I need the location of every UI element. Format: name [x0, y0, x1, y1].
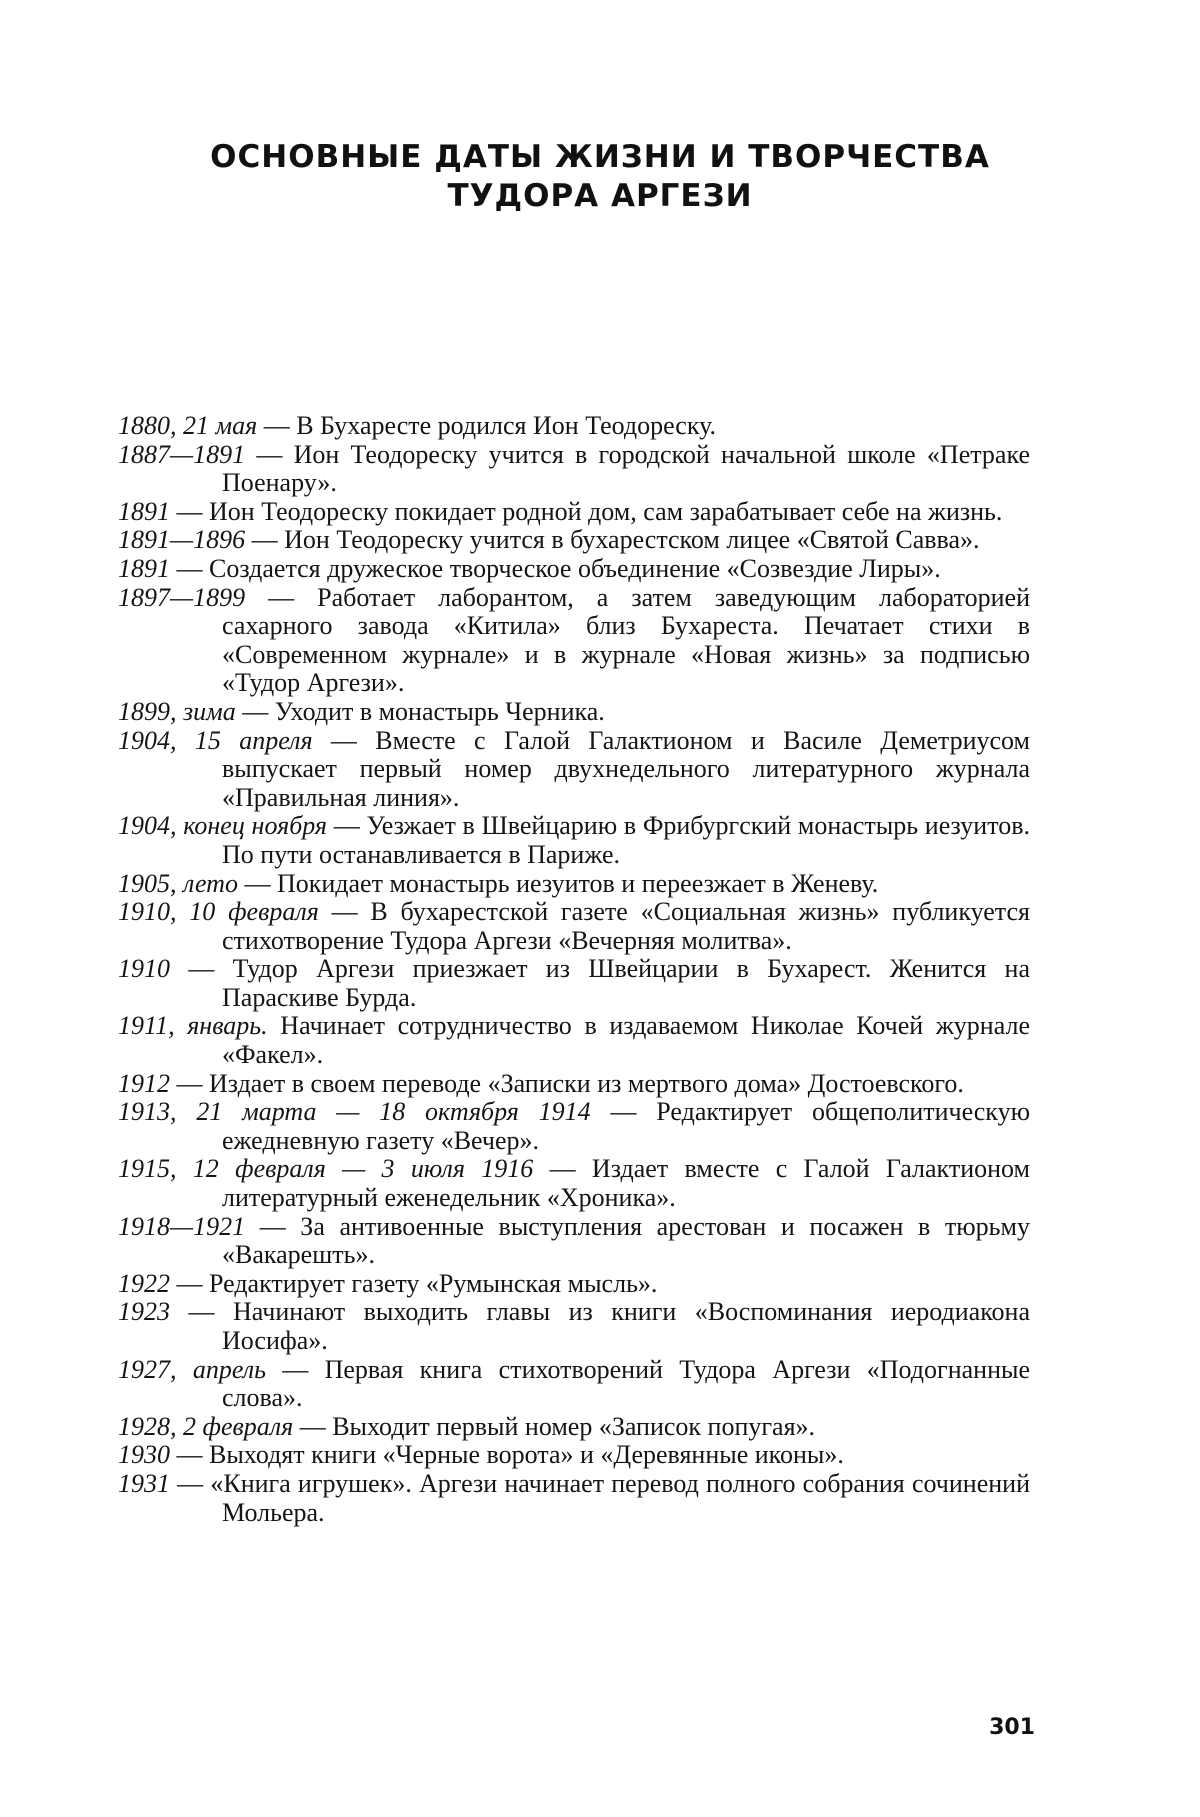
entry-text: Начинает сотрудничество в издаваемом Николае Кочей журнале «Факел».	[222, 1011, 1030, 1070]
entry-text: — Издает вместе с Галой Галактионом литературный еженедельник «Хроника».	[222, 1154, 1030, 1213]
entry-date: 1930	[118, 1440, 170, 1470]
entry-text: — Редактирует общеполитическую ежедневную газету «Вечер».	[222, 1097, 1030, 1155]
chronology-entry	[118, 955, 1030, 1012]
chronology-entry	[118, 1413, 1030, 1442]
entry-text: — Тудор Аргези приезжает из Швейцарии в Бухарест. Женится на Параскиве Бурда.	[170, 954, 1030, 1012]
entry-date: 1904, конец ноября	[118, 811, 328, 841]
entry-text: — Создается дружеское творческое объединение «Созвездие Лиры».	[170, 553, 941, 583]
entry-text: — Работает лаборантом, а затем заведующим лабораторией сахарного завода «Китила» близ Бухареста. Печатает стихи в «Современном журнале» и в журнале «Новая жизнь» за подписью «Тудор Аргези».	[222, 582, 1030, 698]
entry-date: 1891	[118, 553, 170, 583]
entry-text: — Редактирует газету «Румынская мысль».	[170, 1268, 658, 1298]
chronology-entry	[118, 870, 1030, 899]
entry-date: 1931	[118, 1468, 170, 1498]
chronology-entry	[118, 1441, 1030, 1470]
chronology-entry	[118, 1298, 1030, 1355]
chronology-entry	[118, 1213, 1030, 1270]
entry-text: — Издает в своем переводе «Записки из мертвого дома» Достоевского.	[170, 1068, 964, 1098]
entry-date: 1912	[118, 1068, 170, 1098]
entry-date: 1880, 21 мая	[118, 411, 258, 440]
entry-date: 1922	[118, 1268, 170, 1298]
page-number: 301	[989, 1715, 1035, 1740]
entry-date: 1913, 21 марта — 18 октября 1914	[118, 1097, 591, 1127]
entry-text: — Уезжает в Швейцарию в Фрибургский монастырь иезуитов. По пути останавливается в Париже.	[222, 811, 1030, 869]
chronology-entry	[118, 584, 1030, 698]
entry-date: 1905, лето	[118, 868, 238, 898]
chronology-entry	[118, 498, 1030, 527]
entry-date: 1927, апрель	[118, 1354, 266, 1384]
chronology-entry	[118, 1098, 1030, 1155]
page-heading	[0, 138, 1200, 216]
entry-date: 1891—1896	[118, 525, 246, 555]
entry-date: 1928, 2 февраля	[118, 1411, 294, 1441]
chronology-entry	[118, 1012, 1030, 1069]
chronology-entry	[118, 1070, 1030, 1099]
entry-text: — Ион Теодореску учится в городской начальной школе «Петраке Поенару».	[222, 439, 1030, 498]
entry-text: — «Книга игрушек». Аргези начинает перевод полного собрания сочинений Мольера.	[170, 1468, 1030, 1527]
chronology-entry	[118, 1270, 1030, 1299]
entry-text: — Выходит первый номер «Записок попугая».	[293, 1411, 816, 1441]
entry-date: 1915, 12 февраля — 3 июля 1916	[118, 1154, 534, 1184]
chronology-entry	[118, 1356, 1030, 1413]
entry-date: 1923	[118, 1297, 170, 1327]
entry-text: — За антивоенные выступления арестован и посажен в тюрьму «Вакарешть».	[222, 1211, 1030, 1270]
entry-text: — Ион Теодореску учится в бухарестском лицее «Святой Савва».	[245, 525, 980, 555]
chronology-entry	[118, 698, 1030, 727]
chronology-entry	[118, 898, 1030, 955]
entry-date: 1910	[118, 954, 170, 984]
entry-text: — Первая книга стихотворений Тудора Аргези «Подогнанные слова».	[222, 1354, 1030, 1413]
chronology-entry	[118, 1155, 1030, 1212]
entry-text: — В Бухаресте родился Ион Теодореску.	[257, 411, 716, 440]
entry-date: 1891	[118, 496, 170, 526]
heading-line-1: ОСНОВНЫЕ ДАТЫ ЖИЗНИ И ТВОРЧЕСТВА	[210, 139, 990, 175]
chronology-entry	[118, 412, 1030, 441]
chronology-entry	[118, 555, 1030, 584]
entry-date: 1899, зима	[118, 696, 236, 726]
chronology-entry	[118, 526, 1030, 555]
chronology-entry	[118, 812, 1030, 869]
chronology-entry	[118, 1470, 1030, 1527]
entry-date: 1910, 10 февраля	[118, 897, 319, 927]
heading-line-2: ТУДОРА АРГЕЗИ	[447, 178, 753, 214]
entry-text: — Ион Теодореску покидает родной дом, сам зарабатывает себе на жизнь.	[170, 496, 1003, 526]
entry-date: 1911, январь.	[118, 1011, 268, 1041]
chronology-list	[118, 412, 1030, 1527]
entry-text: — Покидает монастырь иезуитов и переезжает в Женеву.	[237, 868, 879, 898]
entry-text: — Вместе с Галой Галактионом и Василе Деметриусом выпускает первый номер двухнедельного литературного журнала «Правильная линия».	[222, 725, 1030, 812]
chronology-entry	[118, 727, 1030, 813]
entry-date: 1918—1921	[118, 1211, 246, 1241]
entry-text: — В бухарестской газете «Социальная жизнь» публикуется стихотворение Тудора Аргези «Вечерняя молитва».	[222, 897, 1030, 955]
entry-text: — Выходят книги «Черные ворота» и «Деревянные иконы».	[170, 1440, 844, 1470]
entry-date: 1897—1899	[118, 582, 246, 612]
entry-text: — Начинают выходить главы из книги «Воспоминания иеродиакона Иосифа».	[170, 1297, 1030, 1355]
entry-text: — Уходит в монастырь Черника.	[235, 696, 605, 726]
entry-date: 1887—1891	[118, 439, 246, 469]
chronology-entry	[118, 441, 1030, 498]
entry-date: 1904, 15 апреля	[118, 725, 313, 755]
